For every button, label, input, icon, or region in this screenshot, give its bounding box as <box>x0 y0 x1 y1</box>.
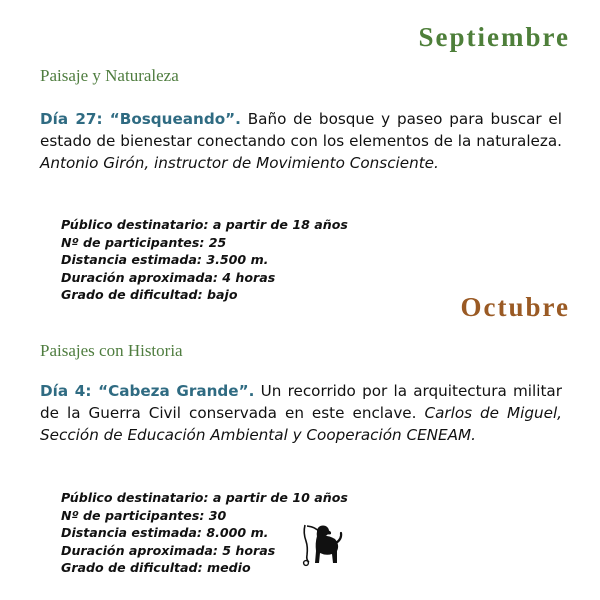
activity-instructor: Carlos de Miguel, Sección de Educación Ambiental y Cooperación CENEAM. <box>40 404 562 444</box>
detail-difficulty: Grado de dificultad: bajo <box>61 287 238 302</box>
dog-on-leash-icon <box>302 521 344 567</box>
section-title-october: Paisajes con Historia <box>40 341 183 360</box>
detail-audience: Público destinatario: a partir de 18 años <box>61 217 348 232</box>
activity-day-label: Día 4: “Cabeza Grande”. <box>40 382 255 400</box>
activity-description-text: Un recorrido por la arquitectura militar de la Guerra Civil conservada en este enclave. <box>40 382 562 422</box>
detail-duration: Duración aproximada: 5 horas <box>61 542 276 558</box>
activity-details-september <box>61 216 348 304</box>
activity-description-september <box>40 108 562 174</box>
month-heading-october: Octubre <box>460 292 570 322</box>
section-title-september: Paisaje y Naturaleza <box>40 66 179 85</box>
activity-instructor: Antonio Girón, instructor de Movimiento Consciente. <box>40 154 439 172</box>
detail-participants: Nº de participantes: 30 <box>61 507 227 523</box>
detail-audience: Público destinatario: a partir de 10 años <box>61 490 348 505</box>
detail-difficulty: Grado de dificultad: medio <box>61 560 251 575</box>
activity-day-label: Día 27: “Bosqueando”. <box>40 110 241 128</box>
detail-distance: Distancia estimada: 3.500 m. <box>61 252 269 267</box>
detail-distance: Distancia estimada: 8.000 m. <box>61 525 269 540</box>
detail-duration: Duración aproximada: 4 horas <box>61 269 276 285</box>
detail-participants: Nº de participantes: 25 <box>61 234 227 250</box>
activity-description-text: Baño de bosque y paseo para buscar el estado de bienestar conectando con los elementos de la naturaleza. <box>40 110 562 150</box>
activity-description-october <box>40 380 562 446</box>
month-heading-september: Septiembre <box>418 22 570 52</box>
